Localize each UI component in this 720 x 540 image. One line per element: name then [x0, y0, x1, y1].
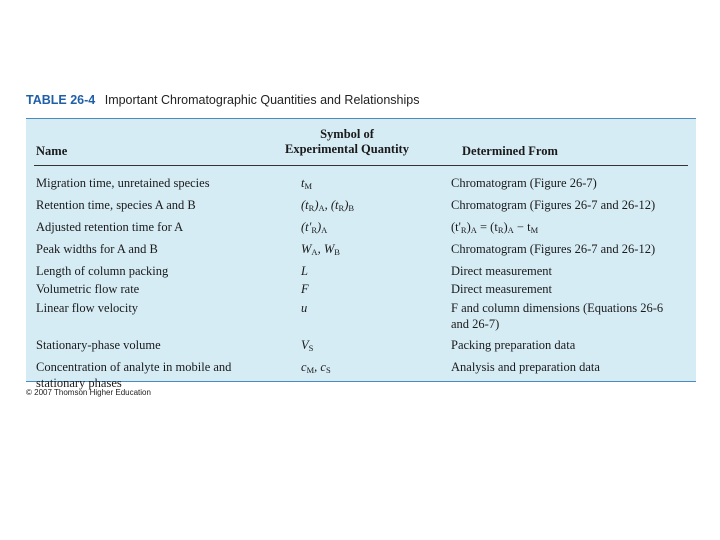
table-row [26, 198, 696, 217]
table-row [26, 264, 696, 280]
header-rule [34, 165, 688, 166]
row-name: Peak widths for A and B [36, 241, 158, 256]
table-row [26, 301, 696, 332]
table-number: TABLE 26-4 [26, 93, 96, 107]
table-row [26, 176, 696, 195]
table-panel [26, 118, 696, 390]
header-symbol [242, 127, 452, 157]
row-symbol: F [301, 282, 309, 297]
table-row [26, 220, 696, 239]
table-row [26, 242, 696, 261]
row-name: Adjusted retention time for A [36, 219, 184, 234]
row-name: Linear flow velocity [36, 301, 139, 316]
row-name: Length of column packing [36, 263, 169, 278]
copyright-notice: © 2007 Thomson Higher Education [26, 388, 151, 397]
header-name: Name [36, 144, 68, 158]
row-determined: Chromatogram (Figures 26-7 and 26-12) [451, 197, 656, 212]
table-row [26, 360, 696, 391]
row-symbol: $c_M$, $c_S$ [301, 360, 331, 376]
row-determined: Chromatogram (Figure 26-7) [451, 176, 597, 190]
table-caption [26, 93, 419, 107]
row-symbol: u [301, 301, 308, 316]
row-determined: Direct measurement [451, 263, 552, 278]
table-row [26, 282, 696, 298]
row-name: Stationary-phase volume [36, 338, 161, 353]
row-name: Migration time, unretained species [36, 176, 210, 190]
row-symbol: L [301, 263, 308, 278]
row-determined: Direct measurement [451, 282, 552, 297]
row-symbol: $V_S$ [301, 338, 314, 354]
row-determined: Packing preparation data [451, 338, 576, 353]
row-symbol: $W_A$, $W_B$ [301, 241, 340, 257]
row-name: Volumetric flow rate [36, 282, 140, 297]
row-determined: F and column dimensions (Equations 26-6 and 26-7) [451, 301, 664, 331]
table-body [26, 176, 696, 395]
row-symbol: $(t'_R)_A$ [301, 219, 328, 235]
row-name: Retention time, species A and B [36, 197, 196, 212]
header-symbol-line2: Experimental Quantity [285, 142, 409, 156]
row-determined: $(t'_R)_A = (t_R)_A - t_M$ [451, 219, 539, 235]
table-row [26, 338, 696, 357]
header-determined: Determined From [462, 144, 558, 158]
table-title: Important Chromatographic Quantities and Relationships [104, 93, 420, 107]
row-determined: Analysis and preparation data [451, 360, 600, 375]
row-symbol: $(t_R)_A$, $(t_R)_B$ [301, 197, 355, 213]
row-determined: Chromatogram (Figures 26-7 and 26-12) [451, 241, 656, 256]
header-symbol-line1: Symbol of [320, 127, 374, 141]
row-symbol: $t_M$ [301, 176, 313, 191]
row-name: Concentration of analyte in mobile and stationary phases [36, 360, 232, 390]
